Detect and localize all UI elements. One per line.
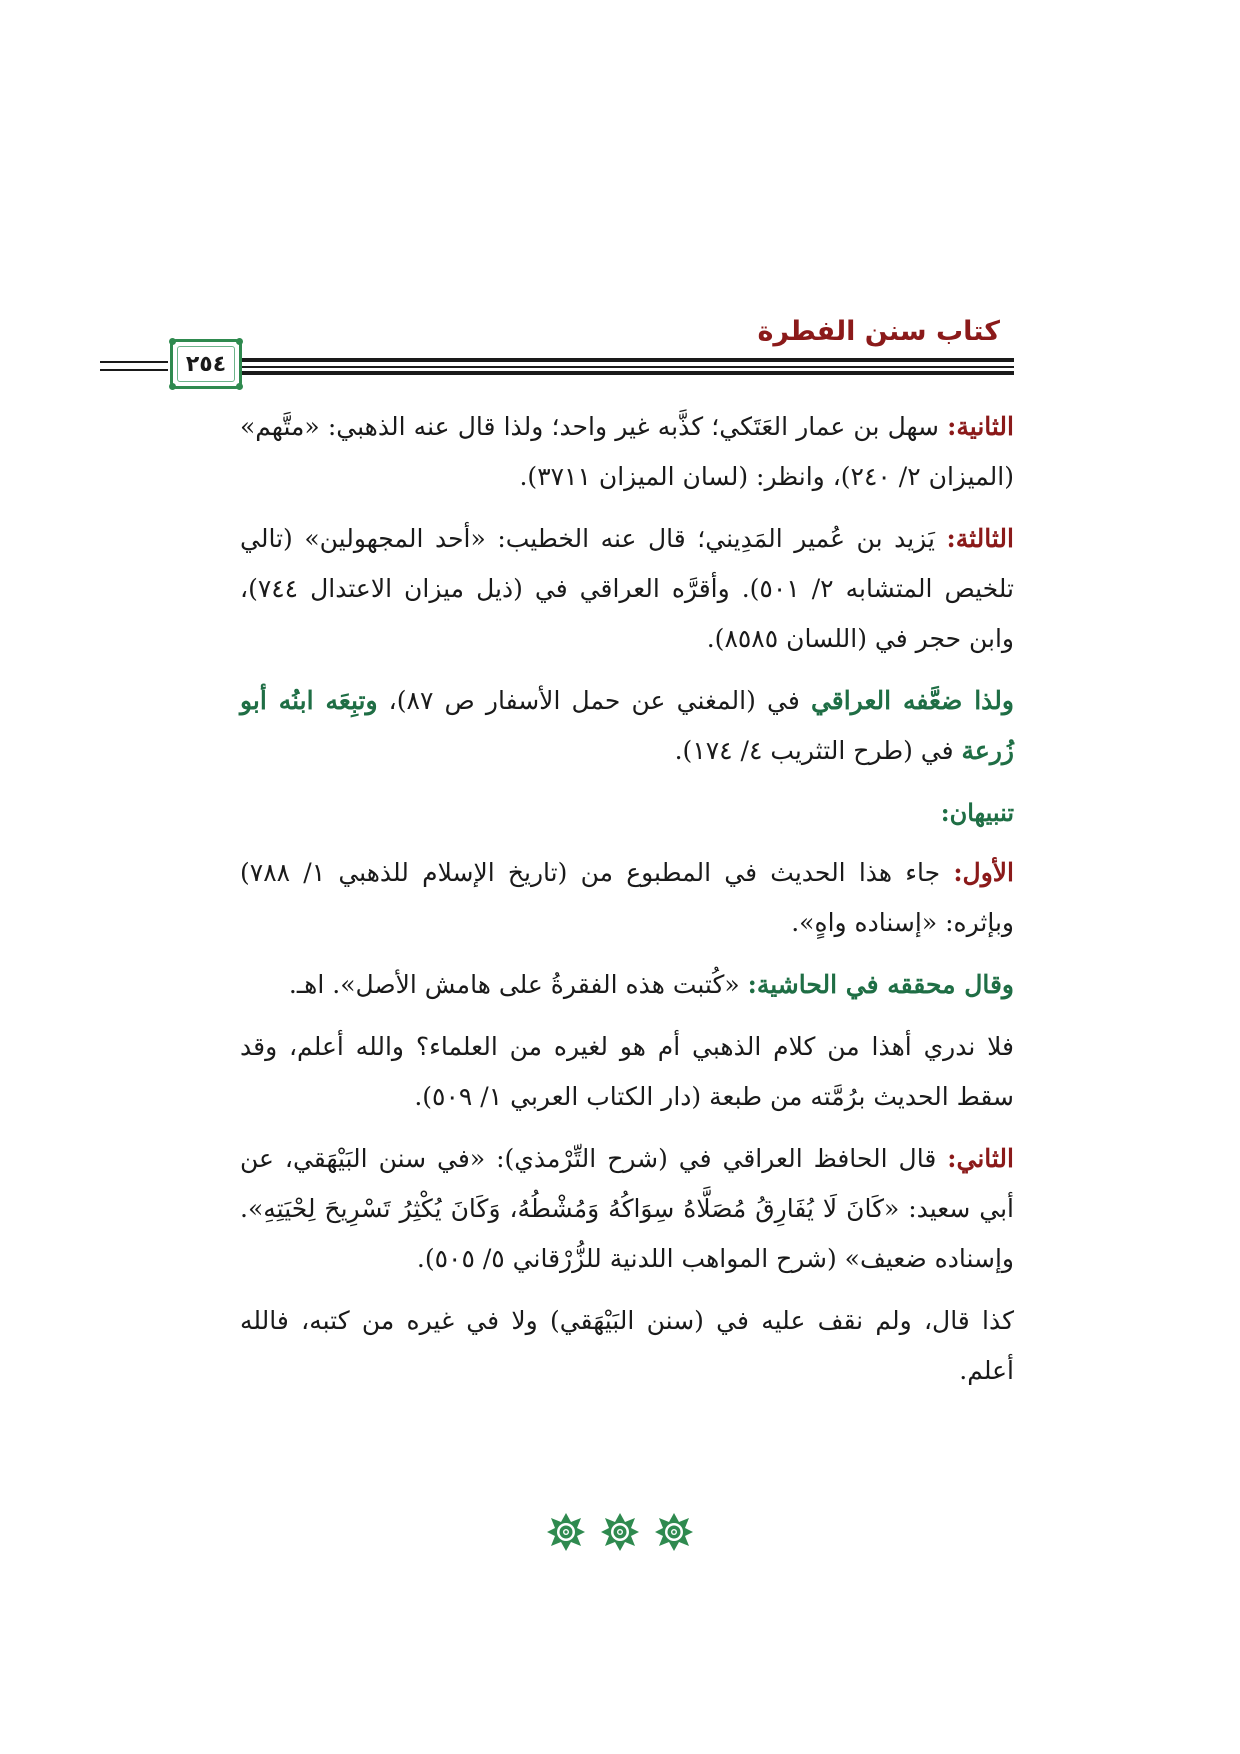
paragraph-text: في (طرح التثريب ٤/ ١٧٤). (674, 736, 962, 765)
label-third: الثالثة: (946, 524, 1014, 553)
header-rule-thick-2 (240, 371, 1014, 375)
page-number-frame (170, 339, 242, 389)
ornament-divider (0, 1512, 1240, 1552)
floral-star-icon (546, 1512, 586, 1552)
paragraph-second (240, 402, 1014, 502)
frame-corner-dot (169, 383, 176, 390)
frame-corner-dot (236, 383, 243, 390)
header-rule-thick (240, 358, 1014, 362)
paragraph-text: سهل بن عمار العَتَكي؛ كذَّبه غير واحد؛ ولذا قال عنه الذهبي: «متَّهم» (الميزان ٢/ ٢٤٠)، وانظر: (لسان الميزان ٣٧١١). (240, 412, 1014, 491)
paragraph-text: قال الحافظ العراقي في (شرح التِّرْمذي): «في سنن البَيْهَقي، عن أبي سعيد: «كَانَ لَا يُفَارِقُ مُصَلَّاهُ سِوَاكُهُ وَمُشْطُهُ، وَكَانَ يُكْثِرُ تَسْرِيحَ لِحْيَتِهِ». وإسناده ضعيف» (شرح المواهب اللدنية للزُّرْقاني ٥/ ٥٠٥). (240, 1144, 1014, 1273)
frame-corner-dot (169, 338, 176, 345)
paragraph-text: كذا قال، ولم نقف عليه في (سنن البَيْهَقي) ولا في غيره من كتبه، فالله أعلم. (240, 1306, 1014, 1385)
floral-star-icon (600, 1512, 640, 1552)
page-number: ٢٥٤ (185, 351, 227, 377)
header-rule-thin (240, 366, 1014, 368)
paragraph-iraqi (240, 676, 1014, 776)
label-iraqi-weakened: ولذا ضعَّفه العراقي (810, 686, 1014, 715)
paragraph-second-note (240, 1134, 1014, 1284)
page-body (240, 402, 1014, 1408)
label-first: الأول: (953, 858, 1014, 887)
label-abu-zura: وتبِعَه ابنُه أبو زُرعة (240, 686, 1014, 765)
paragraph-text: «كُتبت هذه الفقرةُ على هامش الأصل». اهـ. (288, 970, 748, 999)
paragraph-third (240, 514, 1014, 664)
label-second: الثانية: (947, 412, 1014, 441)
paragraph-editor-note (240, 960, 1014, 1010)
paragraph-text: جاء هذا الحديث في المطبوع من (تاريخ الإسلام للذهبي ١/ ٧٨٨) وبإثره: «إسناده واهٍ». (240, 858, 1014, 937)
label-editor: وقال محققه في الحاشية: (747, 970, 1014, 999)
paragraph-closing (240, 1296, 1014, 1396)
paragraph-text: يَزيد بن عُمير المَدِيني؛ قال عنه الخطيب: «أحد المجهولين» (تالي تلخيص المتشابه ٢/ ٥٠١). وأقرَّه العراقي في (ذيل ميزان الاعتدال ٧٤٤)، وابن حجر في (اللسان ٨٥٨٥). (240, 524, 1014, 653)
paragraph-text: فلا ندري أهذا من كلام الذهبي أم هو لغيره من العلماء؟ والله أعلم، وقد سقط الحديث برُمَّته من طبعة (دار الكتاب العربي ١/ ٥٠٩). (240, 1032, 1014, 1111)
paragraph-text: في (المغني عن حمل الأسفار ص ٨٧)، (377, 686, 811, 715)
side-rule-bottom (100, 369, 168, 371)
floral-star-icon (654, 1512, 694, 1552)
section-heading: تنبيهان: (940, 798, 1014, 827)
paragraph-comment (240, 1022, 1014, 1122)
paragraph-first-note (240, 848, 1014, 948)
label-second-note: الثاني: (947, 1144, 1014, 1173)
side-rule-top (100, 361, 168, 363)
frame-corner-dot (236, 338, 243, 345)
book-title: كتاب سنن الفطرة (757, 316, 1000, 347)
